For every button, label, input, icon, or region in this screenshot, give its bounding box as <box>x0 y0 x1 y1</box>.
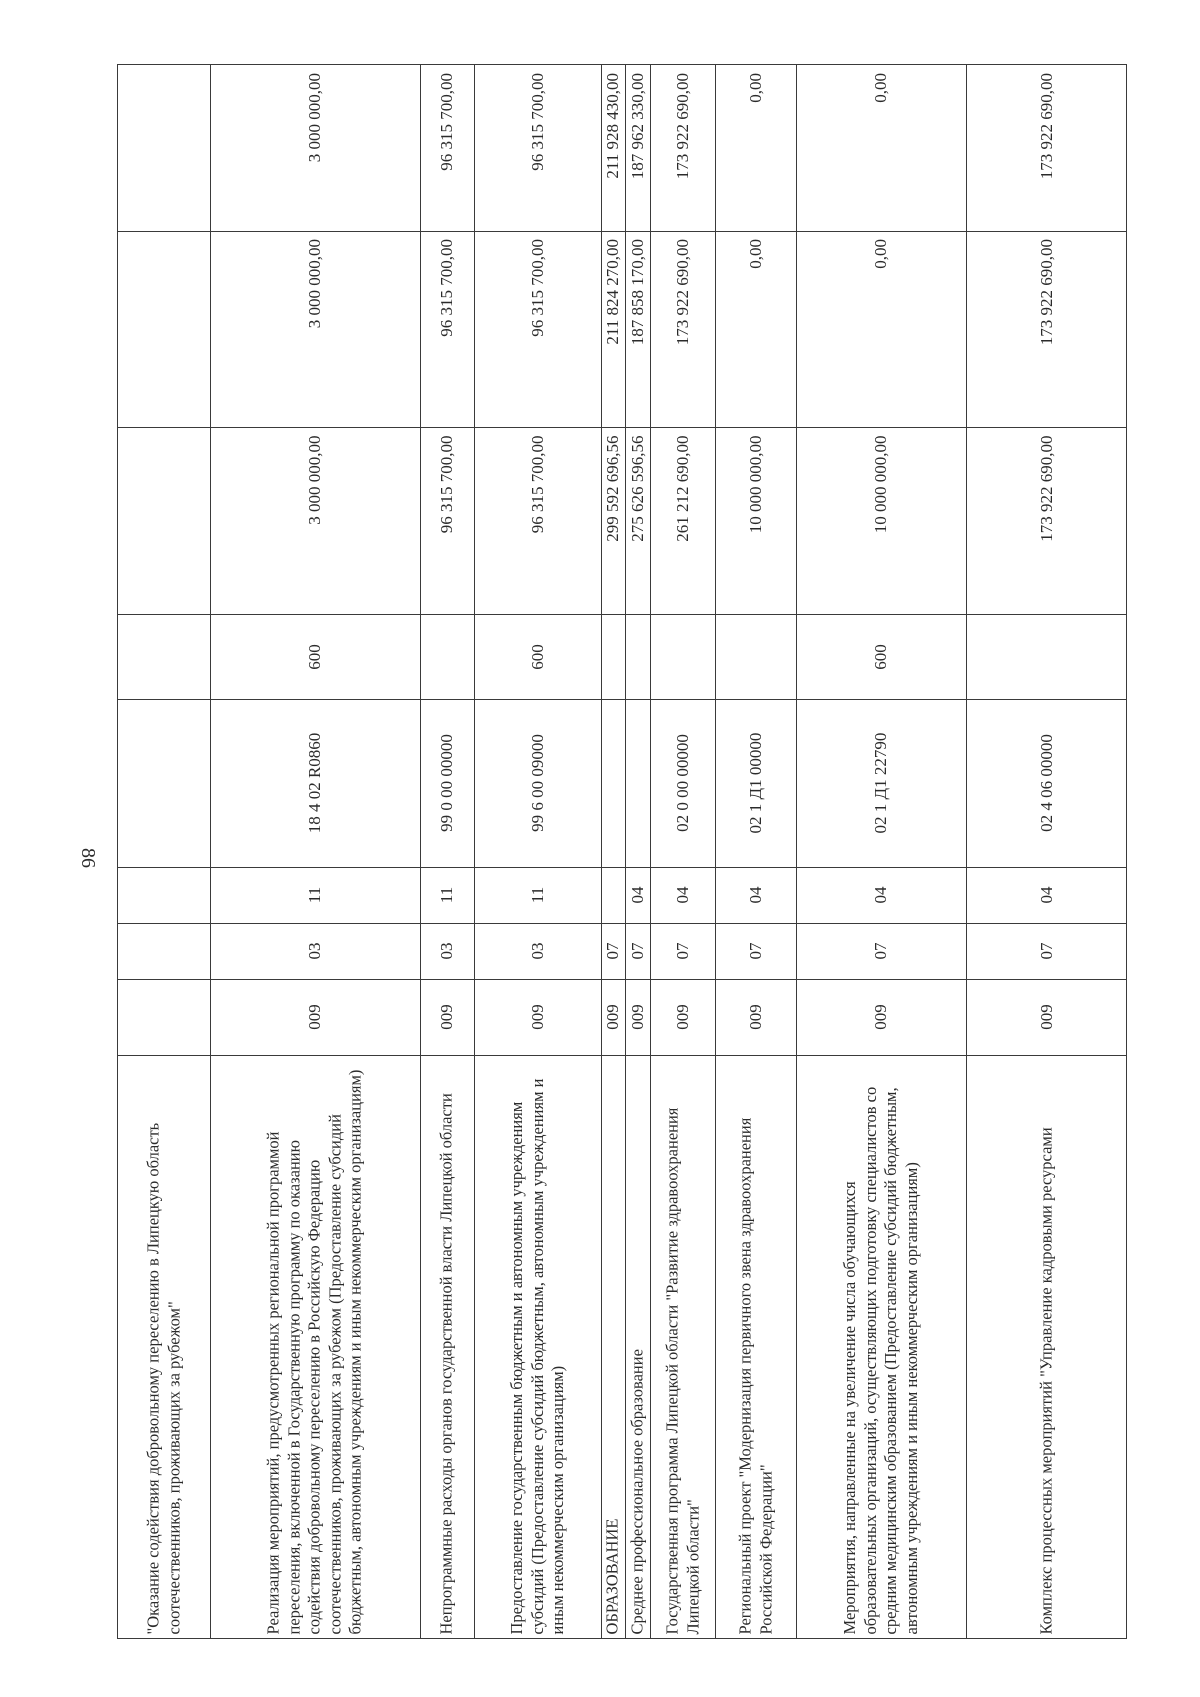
cell-section <box>474 923 601 979</box>
cell-text: 261 212 690,00 <box>672 435 692 542</box>
cell-amount3 <box>796 65 966 231</box>
cell-admin <box>796 979 966 1055</box>
cell-amount2 <box>474 231 601 427</box>
cell-expense-type <box>966 614 1128 699</box>
cell-text: 04 <box>672 886 692 904</box>
cell-amount3 <box>715 65 796 231</box>
cell-text: 009 <box>527 1004 547 1030</box>
cell-amount3 <box>650 65 715 231</box>
cell-amount2 <box>715 231 796 427</box>
cell-text: 0,00 <box>745 239 765 269</box>
cell-text: Государственная программа Липецкой области "Развитие здравоохранения Липецкой области" <box>661 1107 702 1634</box>
cell-name <box>210 1055 420 1640</box>
cell-amount1 <box>715 427 796 614</box>
cell-target <box>966 699 1128 867</box>
cell-text: 04 <box>745 886 765 904</box>
cell-text: 07 <box>672 942 692 960</box>
page-number: 86 <box>77 848 99 868</box>
cell-section <box>210 923 420 979</box>
cell-text: Непрограммные расходы органов государственной власти Липецкой области <box>436 1092 456 1634</box>
cell-amount3 <box>210 65 420 231</box>
cell-subsection <box>715 867 796 923</box>
cell-section <box>966 923 1128 979</box>
cell-text: 173 922 690,00 <box>1037 239 1056 346</box>
cell-admin <box>966 979 1128 1055</box>
cell-text: 04 <box>1037 886 1056 904</box>
cell-text: 03 <box>437 942 456 960</box>
cell-amount2 <box>625 231 650 427</box>
cell-text: 18 4 02 R0860 <box>305 732 324 834</box>
cell-target <box>118 699 210 867</box>
cell-subsection <box>210 867 420 923</box>
cell-section <box>796 923 966 979</box>
cell-amount1 <box>650 427 715 614</box>
cell-admin <box>420 979 474 1055</box>
cell-subsection <box>796 867 966 923</box>
cell-text: 009 <box>672 1004 692 1030</box>
cell-name <box>601 1055 625 1640</box>
cell-text: 02 0 00 00000 <box>672 734 692 832</box>
cell-admin <box>625 979 650 1055</box>
cell-text: 173 922 690,00 <box>1037 73 1056 180</box>
cell-text: 600 <box>871 643 890 670</box>
cell-text: 07 <box>627 942 647 960</box>
cell-text: 173 922 690,00 <box>672 239 692 346</box>
cell-subsection <box>625 867 650 923</box>
cell-text: 04 <box>627 886 647 904</box>
cell-text: 99 6 00 09000 <box>527 734 547 832</box>
cell-name <box>625 1055 650 1640</box>
cell-text: 02 4 06 00000 <box>1037 734 1056 832</box>
cell-amount2 <box>601 231 625 427</box>
cell-text: 07 <box>603 942 622 960</box>
cell-text: 0,00 <box>871 239 890 269</box>
cell-admin <box>650 979 715 1055</box>
cell-amount2 <box>796 231 966 427</box>
cell-name <box>650 1055 715 1640</box>
cell-text: 3 000 000,00 <box>305 73 324 163</box>
cell-text: Предоставление государственным бюджетным и автономным учреждениям субсидий (Предоставление субсидий бюджетным, автономным учреждениям и иным некоммерческим организациям) <box>506 1078 567 1634</box>
cell-expense-type <box>420 614 474 699</box>
cell-amount2 <box>210 231 420 427</box>
cell-section <box>118 923 210 979</box>
cell-text: 99 0 00 00000 <box>437 734 456 832</box>
cell-text: Мероприятия, направленные на увеличение числа обучающихся образовательных организаций, осуществляющих подготовку специалистов со средним медицинским образованием (Предоставление субсидий бюджетным, автономным учреждениям и иным некоммерческим организациям) <box>839 1086 921 1634</box>
cell-amount3 <box>474 65 601 231</box>
cell-text: 10 000 000,00 <box>871 435 890 533</box>
cell-section <box>650 923 715 979</box>
cell-target <box>796 699 966 867</box>
cell-target <box>210 699 420 867</box>
cell-text: 02 1 Д1 00000 <box>745 732 765 834</box>
cell-text: 009 <box>603 1004 622 1030</box>
cell-text: 009 <box>745 1004 765 1030</box>
cell-text: 173 922 690,00 <box>1037 435 1056 542</box>
cell-expense-type <box>601 614 625 699</box>
cell-name <box>420 1055 474 1640</box>
cell-name <box>118 1055 210 1640</box>
cell-amount3 <box>118 65 210 231</box>
cell-amount3 <box>625 65 650 231</box>
cell-text: 96 315 700,00 <box>437 239 456 337</box>
cell-section <box>625 923 650 979</box>
cell-text: 009 <box>305 1004 324 1030</box>
cell-expense-type <box>474 614 601 699</box>
cell-text: 03 <box>527 942 547 960</box>
cell-text: 03 <box>305 942 324 960</box>
cell-target <box>420 699 474 867</box>
cell-text: 009 <box>437 1004 456 1030</box>
cell-subsection <box>601 867 625 923</box>
cell-text: "Оказание содействия добровольному переселению в Липецкую область соотечественников, проживающих за рубежом" <box>143 1122 183 1634</box>
cell-text: Среднее профессиональное образование <box>627 1348 647 1634</box>
cell-amount3 <box>601 65 625 231</box>
cell-subsection <box>650 867 715 923</box>
cell-text: 07 <box>1037 942 1056 960</box>
cell-text: 04 <box>871 886 890 904</box>
cell-text: 96 315 700,00 <box>527 239 547 337</box>
cell-target <box>601 699 625 867</box>
cell-target <box>625 699 650 867</box>
cell-amount2 <box>118 231 210 427</box>
cell-amount1 <box>796 427 966 614</box>
cell-text: ОБРАЗОВАНИЕ <box>602 1518 622 1634</box>
cell-amount1 <box>474 427 601 614</box>
cell-expense-type <box>650 614 715 699</box>
cell-amount1 <box>420 427 474 614</box>
cell-text: 275 626 596,56 <box>627 435 647 542</box>
cell-text: 96 315 700,00 <box>437 435 456 533</box>
cell-amount1 <box>601 427 625 614</box>
cell-text: 02 1 Д1 22790 <box>871 732 890 834</box>
cell-text: 3 000 000,00 <box>305 239 324 329</box>
cell-text: 299 592 696,56 <box>603 435 622 542</box>
cell-section <box>601 923 625 979</box>
cell-expense-type <box>796 614 966 699</box>
cell-target <box>650 699 715 867</box>
cell-amount1 <box>625 427 650 614</box>
cell-admin <box>210 979 420 1055</box>
cell-subsection <box>420 867 474 923</box>
cell-text: 187 962 330,00 <box>627 73 647 180</box>
cell-amount2 <box>966 231 1128 427</box>
cell-text: 11 <box>527 886 547 904</box>
cell-amount3 <box>420 65 474 231</box>
cell-admin <box>118 979 210 1055</box>
cell-admin <box>474 979 601 1055</box>
cell-text: 96 315 700,00 <box>527 73 547 171</box>
cell-text: 600 <box>305 643 324 670</box>
cell-text: 0,00 <box>871 73 890 103</box>
cell-text: 173 922 690,00 <box>672 73 692 180</box>
cell-name <box>966 1055 1128 1640</box>
cell-text: 187 858 170,00 <box>627 239 647 346</box>
cell-text: 009 <box>627 1004 647 1030</box>
cell-text: 211 824 270,00 <box>603 239 622 345</box>
cell-text: 3 000 000,00 <box>305 435 324 525</box>
cell-text: 11 <box>437 886 456 904</box>
cell-name <box>796 1055 966 1640</box>
cell-expense-type <box>118 614 210 699</box>
cell-target <box>715 699 796 867</box>
cell-expense-type <box>715 614 796 699</box>
cell-text: 10 000 000,00 <box>745 435 765 533</box>
budget-table <box>117 64 1127 1639</box>
cell-text: 009 <box>871 1004 890 1030</box>
cell-text: 96 315 700,00 <box>437 73 456 171</box>
cell-target <box>474 699 601 867</box>
cell-text: 07 <box>871 942 890 960</box>
cell-text: 0,00 <box>745 73 765 103</box>
cell-admin <box>601 979 625 1055</box>
cell-section <box>715 923 796 979</box>
cell-amount2 <box>420 231 474 427</box>
cell-amount1 <box>966 427 1128 614</box>
cell-subsection <box>118 867 210 923</box>
cell-text: 009 <box>1037 1004 1056 1030</box>
cell-text: 96 315 700,00 <box>527 435 547 533</box>
cell-amount1 <box>210 427 420 614</box>
cell-text: Реализация мероприятий, предусмотренных региональной программой переселения, включенной в Государственную программу по оказанию содействия добровольному переселению в Российскую Федерацию соотечественников, проживающих за рубежом (Предоставление субсидий бюджетным, автономным учреждениям и иным некоммерческим организациям) <box>263 1069 365 1634</box>
cell-amount1 <box>118 427 210 614</box>
cell-amount2 <box>650 231 715 427</box>
cell-expense-type <box>625 614 650 699</box>
cell-section <box>420 923 474 979</box>
cell-text: 11 <box>305 886 324 904</box>
cell-amount3 <box>966 65 1128 231</box>
cell-name <box>715 1055 796 1640</box>
cell-name <box>474 1055 601 1640</box>
cell-text: Региональный проект "Модернизация первичного звена здравоохранения Российской Федерации" <box>734 1117 775 1634</box>
cell-text: 211 928 430,00 <box>603 73 622 179</box>
cell-admin <box>715 979 796 1055</box>
cell-subsection <box>966 867 1128 923</box>
cell-text: 600 <box>527 643 547 670</box>
cell-text: Комплекс процессных мероприятий "Управление кадровыми ресурсами <box>1036 1126 1056 1634</box>
cell-text: 07 <box>745 942 765 960</box>
cell-subsection <box>474 867 601 923</box>
cell-expense-type <box>210 614 420 699</box>
